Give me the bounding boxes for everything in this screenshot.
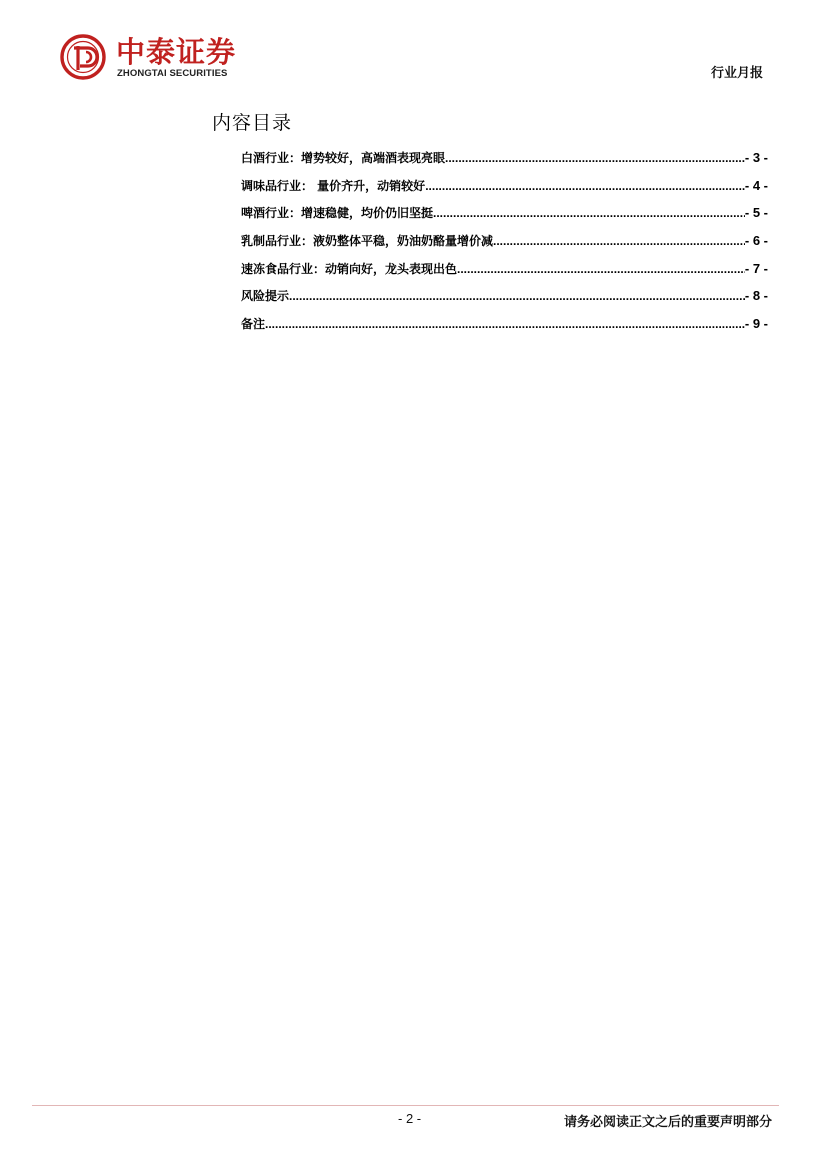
footer-page-number: - 2 - <box>398 1111 422 1126</box>
toc-dot-leader <box>493 231 745 251</box>
toc-dot-leader <box>433 203 745 223</box>
toc-entry-title: 白酒行业：增势较好，高端酒表现亮眼 <box>241 151 446 165</box>
report-type-label: 行业月报 <box>710 66 763 81</box>
brand-name-en: ZHONGTAI SECURITIES <box>117 68 228 79</box>
toc-entry[interactable] <box>241 314 768 342</box>
toc-dot-leader <box>265 314 745 334</box>
toc-entry[interactable] <box>241 203 768 231</box>
toc-entry-page: - 9 - <box>744 316 768 332</box>
toc-heading: 内容目录 <box>212 112 293 134</box>
footer-disclaimer: 请务必阅读正文之后的重要声明部分 <box>563 1115 772 1130</box>
toc-dot-leader <box>445 148 745 168</box>
company-logo <box>60 34 260 84</box>
toc-entry-title: 风险提示 <box>241 289 290 304</box>
toc-entry-page: - 4 - <box>744 177 768 193</box>
toc-entry[interactable] <box>241 231 768 259</box>
toc-entry-page: - 7 - <box>744 260 768 276</box>
toc-entry-page: - 5 - <box>744 205 768 221</box>
footer-divider <box>32 1105 779 1106</box>
zhongtai-logo-icon <box>60 34 106 80</box>
toc-entry-page: - 8 - <box>744 288 768 304</box>
toc-dot-leader <box>289 286 745 306</box>
toc-entry-title: 调味品行业： 量价齐升，动销较好 <box>241 178 426 193</box>
toc-entry-page: - 3 - <box>744 150 768 165</box>
toc-entry[interactable] <box>241 148 768 176</box>
toc-dot-leader <box>425 176 745 196</box>
toc-entry[interactable] <box>241 176 768 204</box>
toc-entry[interactable] <box>241 259 768 287</box>
toc-dot-leader <box>457 259 745 279</box>
page-header <box>0 0 827 100</box>
table-of-contents <box>241 148 768 342</box>
toc-entry-title: 啤酒行业：增速稳健，均价仍旧坚挺 <box>241 206 434 221</box>
toc-entry[interactable] <box>241 286 768 314</box>
brand-name-cn: 中泰证券 <box>116 35 237 69</box>
toc-entry-page: - 6 - <box>744 233 768 249</box>
toc-entry-title: 乳制品行业：液奶整体平稳，奶油奶酪量增价减 <box>241 234 494 249</box>
toc-entry-title: 速冻食品行业：动销向好，龙头表现出色 <box>241 261 458 276</box>
toc-entry-title: 备注 <box>241 317 266 332</box>
